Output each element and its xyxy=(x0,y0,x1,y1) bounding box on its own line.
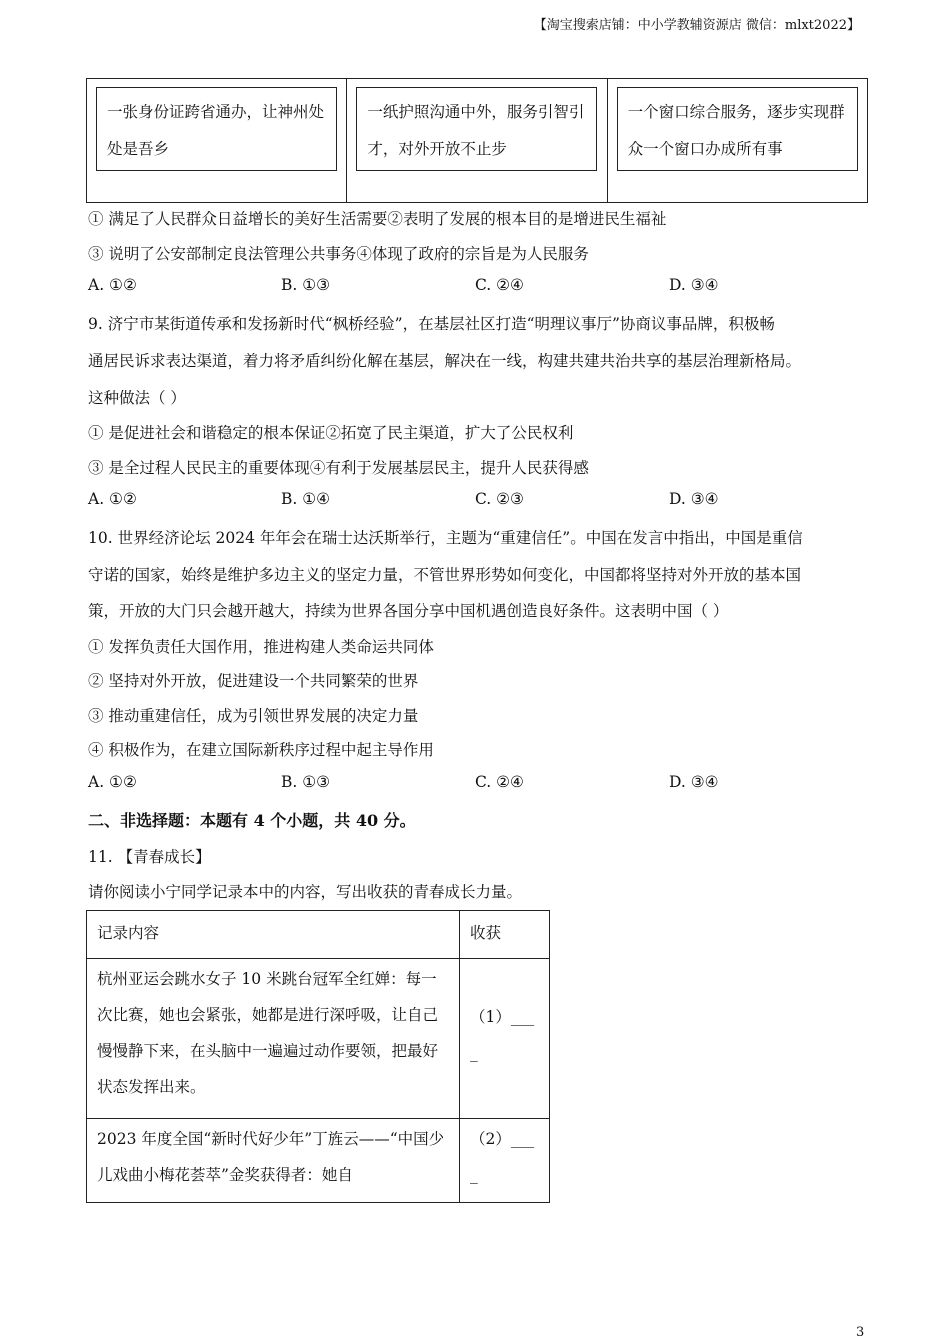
q9-stem-line-3: 这种做法（ ） xyxy=(88,389,186,407)
q9-stem-line-2: 通居民诉求表达渠道，着力将矛盾纠纷化解在基层，解决在一线，构建共建共治共享的基层治理新格局。 xyxy=(88,352,802,370)
record-row-2-answer-blank[interactable]: （2）____ xyxy=(470,1130,535,1184)
q10-stem-line-3: 策，开放的大门只会越开越大，持续为世界各国分享中国机遇创造良好条件。这表明中国（ ） xyxy=(88,602,729,620)
q8-option-d[interactable]: D. ③④ xyxy=(669,276,719,294)
q11-title: 11. 【青春成长】 xyxy=(88,848,211,866)
record-row-1-content: 杭州亚运会跳水女子 10 米跳台冠军全红婵：每一次比赛，她也会紧张，她都是进行深呼吸，让自己慢慢静下来，在头脑中一遍遍过动作要领，把最好状态发挥出来。 xyxy=(97,970,439,1096)
q8-option-c[interactable]: C. ②④ xyxy=(475,276,524,294)
section-2-title: 二、非选择题：本题有 4 个小题，共 40 分。 xyxy=(88,811,416,830)
service-cell-3 xyxy=(607,79,867,202)
q9-option-b[interactable]: B. ①④ xyxy=(281,490,331,508)
q10-stem-line-2: 守诺的国家，始终是维护多边主义的坚定力量，不管世界形势如何变化，中国都将坚持对外开放的基本国 xyxy=(88,566,802,584)
record-table-row-divider xyxy=(87,958,549,959)
q10-statement-4: ④ 积极作为，在建立国际新秩序过程中起主导作用 xyxy=(88,741,434,759)
q9-stem-line-1: 9. 济宁市某街道传承和发扬新时代“枫桥经验”，在基层社区打造“明理议事厅”协商议事品牌，积极畅 xyxy=(88,315,775,333)
page-number: 3 xyxy=(856,1325,865,1340)
q8-statement-2: ③ 说明了公安部制定良法管理公共事务④体现了政府的宗旨是为人民服务 xyxy=(88,245,589,263)
record-header-gain: 收获 xyxy=(470,924,502,942)
q10-statement-1: ① 发挥负责任大国作用，推进构建人类命运共同体 xyxy=(88,638,434,656)
service-box-3: 一个窗口综合服务，逐步实现群众一个窗口办成所有事 xyxy=(617,87,858,171)
q9-option-d[interactable]: D. ③④ xyxy=(669,490,719,508)
service-box-1: 一张身份证跨省通办，让神州处处是吾乡 xyxy=(96,87,337,171)
q11-intro: 请你阅读小宁同学记录本中的内容，写出收获的青春成长力量。 xyxy=(88,883,523,901)
q10-statement-3: ③ 推动重建信任，成为引领世界发展的决定力量 xyxy=(88,707,419,725)
record-row-1-answer-blank[interactable]: （1）____ xyxy=(470,1008,535,1062)
record-header-content: 记录内容 xyxy=(97,924,160,942)
record-table-row-divider xyxy=(87,1118,549,1119)
q10-statement-2: ② 坚持对外开放，促进建设一个共同繁荣的世界 xyxy=(88,672,419,690)
q8-option-b[interactable]: B. ①③ xyxy=(281,276,331,294)
q9-option-c[interactable]: C. ②③ xyxy=(475,490,524,508)
service-box-2: 一纸护照沟通中外，服务引智引才，对外开放不止步 xyxy=(356,87,597,171)
record-table xyxy=(86,910,550,1203)
service-cell-2 xyxy=(346,79,606,202)
service-table xyxy=(86,78,868,203)
q9-statement-1: ① 是促进社会和谐稳定的根本保证②拓宽了民主渠道，扩大了公民权利 xyxy=(88,424,574,442)
q8-option-a[interactable]: A. ①② xyxy=(88,276,137,294)
q10-stem-line-1: 10. 世界经济论坛 2024 年年会在瑞士达沃斯举行，主题为“重建信任”。中国在发言中指出，中国是重信 xyxy=(88,529,803,547)
q10-option-d[interactable]: D. ③④ xyxy=(669,773,719,791)
record-table-column-divider xyxy=(459,911,460,1202)
record-row-2-content: 2023 年度全国“新时代好少年”丁旌云——“中国少儿戏曲小梅花荟萃”金奖获得者：她自 xyxy=(97,1130,445,1184)
q10-option-a[interactable]: A. ①② xyxy=(88,773,137,791)
q9-option-a[interactable]: A. ①② xyxy=(88,490,137,508)
q10-option-c[interactable]: C. ②④ xyxy=(475,773,524,791)
service-cell-1 xyxy=(87,79,346,202)
q10-option-b[interactable]: B. ①③ xyxy=(281,773,331,791)
q8-statement-1: ① 满足了人民群众日益增长的美好生活需要②表明了发展的根本目的是增进民生福祉 xyxy=(88,210,667,228)
page-header: 【淘宝搜索店铺：中小学教辅资源店 微信：mlxt2022】 xyxy=(533,18,860,33)
q9-statement-2: ③ 是全过程人民民主的重要体现④有利于发展基层民主，提升人民获得感 xyxy=(88,459,589,477)
